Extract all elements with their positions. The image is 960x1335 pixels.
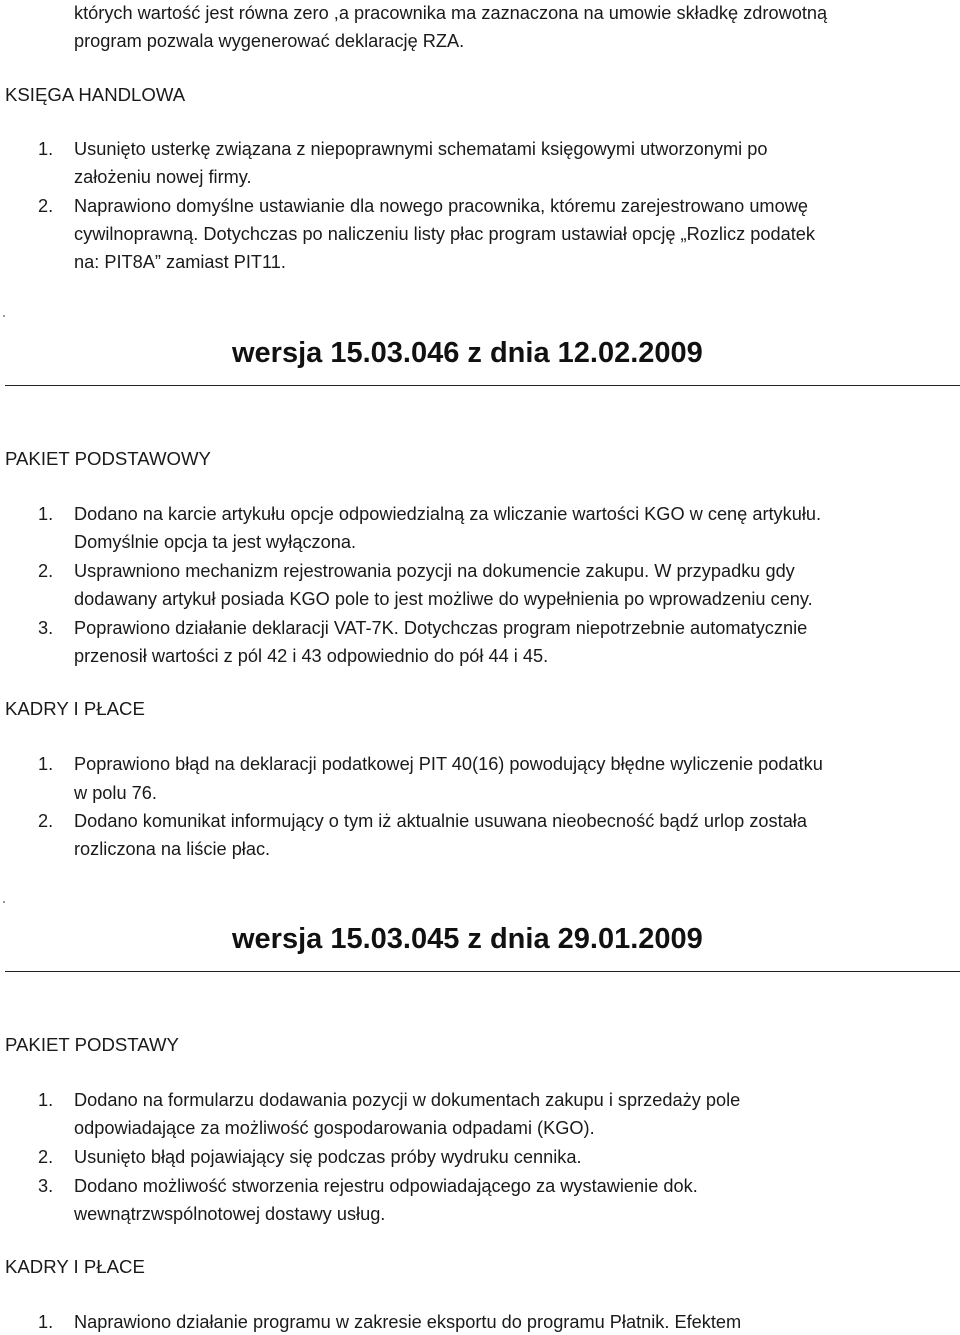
list-item-text: Dodano na karcie artykułu opcje odpowiedzialną za wliczanie wartości KGO w cenę artykułu.: [74, 504, 822, 524]
list-item-text: na: PIT8A” zamiast PIT11.: [74, 252, 286, 272]
list-item-text: Usprawniono mechanizm rejestrowania pozycji na dokumencie zakupu. W przypadku gdy: [74, 561, 795, 581]
list-item-text: Domyślnie opcja ta jest wyłączona.: [74, 532, 357, 552]
list-item-number: 2.: [38, 811, 54, 831]
list-item-number: 1.: [38, 1312, 54, 1332]
divider: [5, 385, 960, 386]
list-item-text: Poprawiono działanie deklaracji VAT-7K. Dotychczas program niepotrzebnie automatycznie: [74, 618, 808, 638]
list-item-text: rozliczona na liście płac.: [74, 839, 271, 859]
list-item-number: 3.: [38, 618, 54, 638]
list-item-number: 1.: [38, 504, 54, 524]
list-item-text: Dodano na formularzu dodawania pozycji w dokumentach zakupu i sprzedaży pole: [74, 1090, 741, 1110]
section-heading-pakiet: PAKIET PODSTAWY: [5, 1034, 179, 1055]
section-heading-kadry: KADRY I PŁACE: [5, 1256, 145, 1277]
list-item-text: wewnątrzwspólnotowej dostawy usług.: [74, 1204, 386, 1224]
list-item-text: Dodano możliwość stworzenia rejestru odpowiadającego za wystawienie dok.: [74, 1176, 698, 1196]
list-item-number: 2.: [38, 1147, 54, 1167]
version-title: wersja 15.03.046 z dnia 12.02.2009: [232, 337, 703, 369]
list-item-text: Naprawiono działanie programu w zakresie eksportu do programu Płatnik. Efektem: [74, 1312, 742, 1332]
section-heading-kadry: KADRY I PŁACE: [5, 698, 145, 719]
list-item-text: Usunięto błąd pojawiający się podczas próby wydruku cennika.: [74, 1147, 582, 1167]
list-item-text: założeniu nowej firmy.: [74, 167, 252, 187]
list-item-text: w polu 76.: [74, 783, 157, 803]
stray-dot: [3, 901, 5, 903]
list-item-text: przenosił wartości z pól 42 i 43 odpowiednio do pół 44 i 45.: [74, 646, 549, 666]
intro-line: program pozwala wygenerować deklarację RZA.: [74, 31, 465, 51]
list-item-text: Usunięto usterkę związana z niepoprawnymi schematami księgowymi utworzonymi po: [74, 139, 768, 159]
list-item-number: 2.: [38, 196, 54, 216]
list-item-number: 1.: [38, 1090, 54, 1110]
divider: [5, 971, 960, 972]
list-item-text: Naprawiono domyślne ustawianie dla nowego pracownika, któremu zarejestrowano umowę: [74, 196, 808, 216]
section-heading-pakiet: PAKIET PODSTAWOWY: [5, 448, 211, 469]
list-item-number: 3.: [38, 1176, 54, 1196]
section-heading-ksiega: KSIĘGA HANDLOWA: [5, 84, 186, 105]
list-item-text: Poprawiono błąd na deklaracji podatkowej PIT 40(16) powodujący błędne wyliczenie podatku: [74, 754, 823, 774]
intro-line: których wartość jest równa zero ,a pracownika ma zaznaczona na umowie składkę zdrowotną: [74, 3, 828, 23]
list-item-text: cywilnoprawną. Dotychczas po naliczeniu listy płac program ustawiał opcję „Rozlicz podatek: [74, 224, 815, 244]
list-item-number: 1.: [38, 754, 54, 774]
list-item-text: odpowiadające za możliwość gospodarowania odpadami (KGO).: [74, 1118, 595, 1138]
list-item-text: Dodano komunikat informujący o tym iż aktualnie usuwana nieobecność bądź urlop została: [74, 811, 807, 831]
list-item-number: 2.: [38, 561, 54, 581]
version-title: wersja 15.03.045 z dnia 29.01.2009: [232, 923, 703, 955]
stray-dot: [3, 315, 5, 317]
list-item-number: 1.: [38, 139, 54, 159]
list-item-text: dodawany artykuł posiada KGO pole to jest możliwe do wypełnienia po wprowadzeniu ceny.: [74, 589, 813, 609]
